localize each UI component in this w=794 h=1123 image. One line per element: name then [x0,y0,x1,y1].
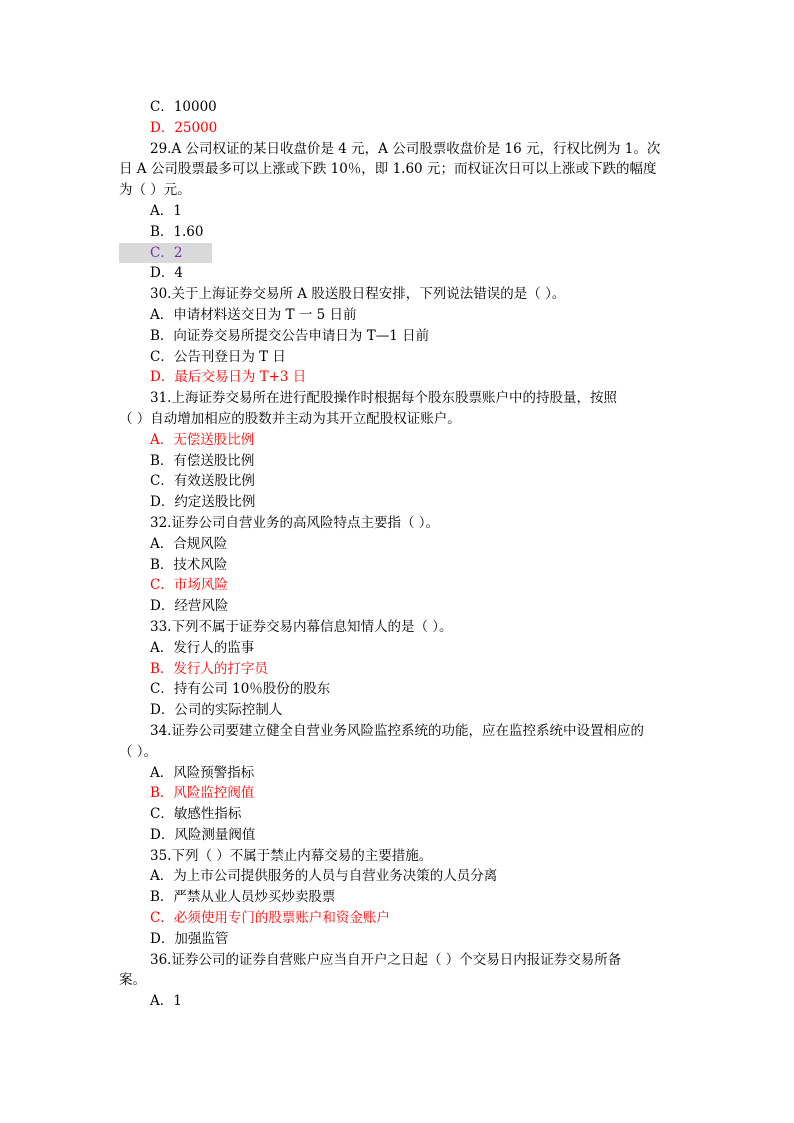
answer-option [119,326,677,347]
question-stem: 35.下列（ ）不属于禁止内幕交易的主要措施。 [150,847,433,864]
answer-option-text: D．公司的实际控制人 [150,702,283,719]
answer-option-text: D．约定送股比例 [150,494,256,511]
answer-option [119,638,677,659]
answer-option [119,222,677,243]
question-stem: 31.上海证券交易所在进行配股操作时根据每个股东股票账户中的持股量，按照 [150,390,617,407]
answer-option [119,908,677,929]
answer-option [119,804,677,825]
answer-option [119,700,677,721]
question-stem: 34.证券公司要建立健全自营业务风险监控系统的功能，应在监控系统中设置相应的 [150,722,644,739]
question-stem-continued: 案。 [119,972,146,989]
answer-option-text: C．10000 [150,99,217,115]
answer-option [119,97,677,118]
answer-option-text: B．有偿送股比例 [150,452,255,469]
answer-option [119,659,677,680]
answer-option-text: D．25000 [150,119,218,136]
answer-option [119,575,677,596]
question-list [119,97,677,1012]
answer-option-text: C．必须使用专门的股票账户和资金账户 [150,910,390,927]
answer-option-text: A．发行人的监事 [150,639,255,656]
answer-option [119,555,677,576]
answer-option-text: C．敏感性指标 [150,806,242,823]
answer-option-text: B．技术风险 [150,556,228,573]
answer-option [119,430,677,451]
answer-option-text: A．1 [150,993,182,1010]
question-stem: 33.下列不属于证券交易内幕信息知情人的是（ ）。 [150,618,453,635]
question-stem-continued: 为（ ）元。 [119,182,191,199]
answer-option [119,991,677,1012]
answer-option-text: C．公告刊登日为 T 日 [150,348,286,365]
answer-option-text: A．合规风险 [150,535,228,552]
answer-option [119,263,677,284]
answer-option-text: A．为上市公司提供服务的人员与自营业务决策的人员分离 [150,868,498,885]
answer-option [119,492,677,513]
answer-option [119,887,677,908]
answer-option-text: D．最后交易日为 T+3 日 [150,369,307,386]
question-stem: 30.关于上海证券交易所 A 股送股日程安排，下列说法错误的是（ ）。 [150,286,566,303]
answer-option-text: D．风险测量阀值 [150,826,256,843]
answer-option [119,367,677,388]
answer-option [119,471,677,492]
answer-option [119,763,677,784]
answer-option-text: A．申请材料送交日为 T 一 5 日前 [150,306,357,323]
answer-option-text: A．1 [150,202,182,219]
answer-option [119,679,677,700]
answer-option-text: B．1.60 [150,223,204,240]
answer-option [119,825,677,846]
answer-option-text: D．4 [150,265,183,282]
answer-option-text: A．无偿送股比例 [150,431,255,448]
answer-option [119,201,677,222]
answer-option [119,243,677,264]
answer-option-text: B．发行人的打字员 [150,660,268,677]
answer-option [119,534,677,555]
answer-option [119,866,677,887]
answer-option-text: C．市场风险 [150,577,228,594]
answer-option-text: B．风险监控阀值 [150,785,255,802]
question-stem: 29.A 公司权证的某日收盘价是 4 元，A 公司股票收盘价是 16 元，行权比例为 1。次 [150,140,661,157]
answer-option-text: A．风险预警指标 [150,764,255,781]
answer-option-text: D．加强监管 [150,930,229,947]
answer-option-text: D．经营风险 [150,598,229,615]
answer-option-text: C．有效送股比例 [150,473,255,490]
question-stem-continued: （ ）自动增加相应的股数并主动为其开立配股权证账户。 [119,410,461,427]
question-stem-continued: 日 A 公司股票最多可以上涨或下跌 10％，即 1.60 元；而权证次日可以上涨或下跌的幅度 [119,161,657,178]
question-stem-continued: （ ）。 [119,743,158,760]
answer-option [119,118,677,139]
answer-option-text: B．向证券交易所提交公告申请日为 T—1 日前 [150,327,430,344]
answer-option-text: C．持有公司 10％股份的股东 [150,681,331,698]
answer-option [119,783,677,804]
answer-option-text: C．2 [119,243,212,264]
answer-option [119,451,677,472]
question-stem: 36.证券公司的证券自营账户应当自开户之日起（ ）个交易日内报证券交易所备 [150,951,622,968]
answer-option [119,929,677,950]
answer-option [119,347,677,368]
question-stem: 32.证券公司自营业务的高风险特点主要指（ ）。 [150,514,440,531]
answer-option [119,596,677,617]
answer-option-text: B．严禁从业人员炒买炒卖股票 [150,889,336,906]
answer-option [119,305,677,326]
